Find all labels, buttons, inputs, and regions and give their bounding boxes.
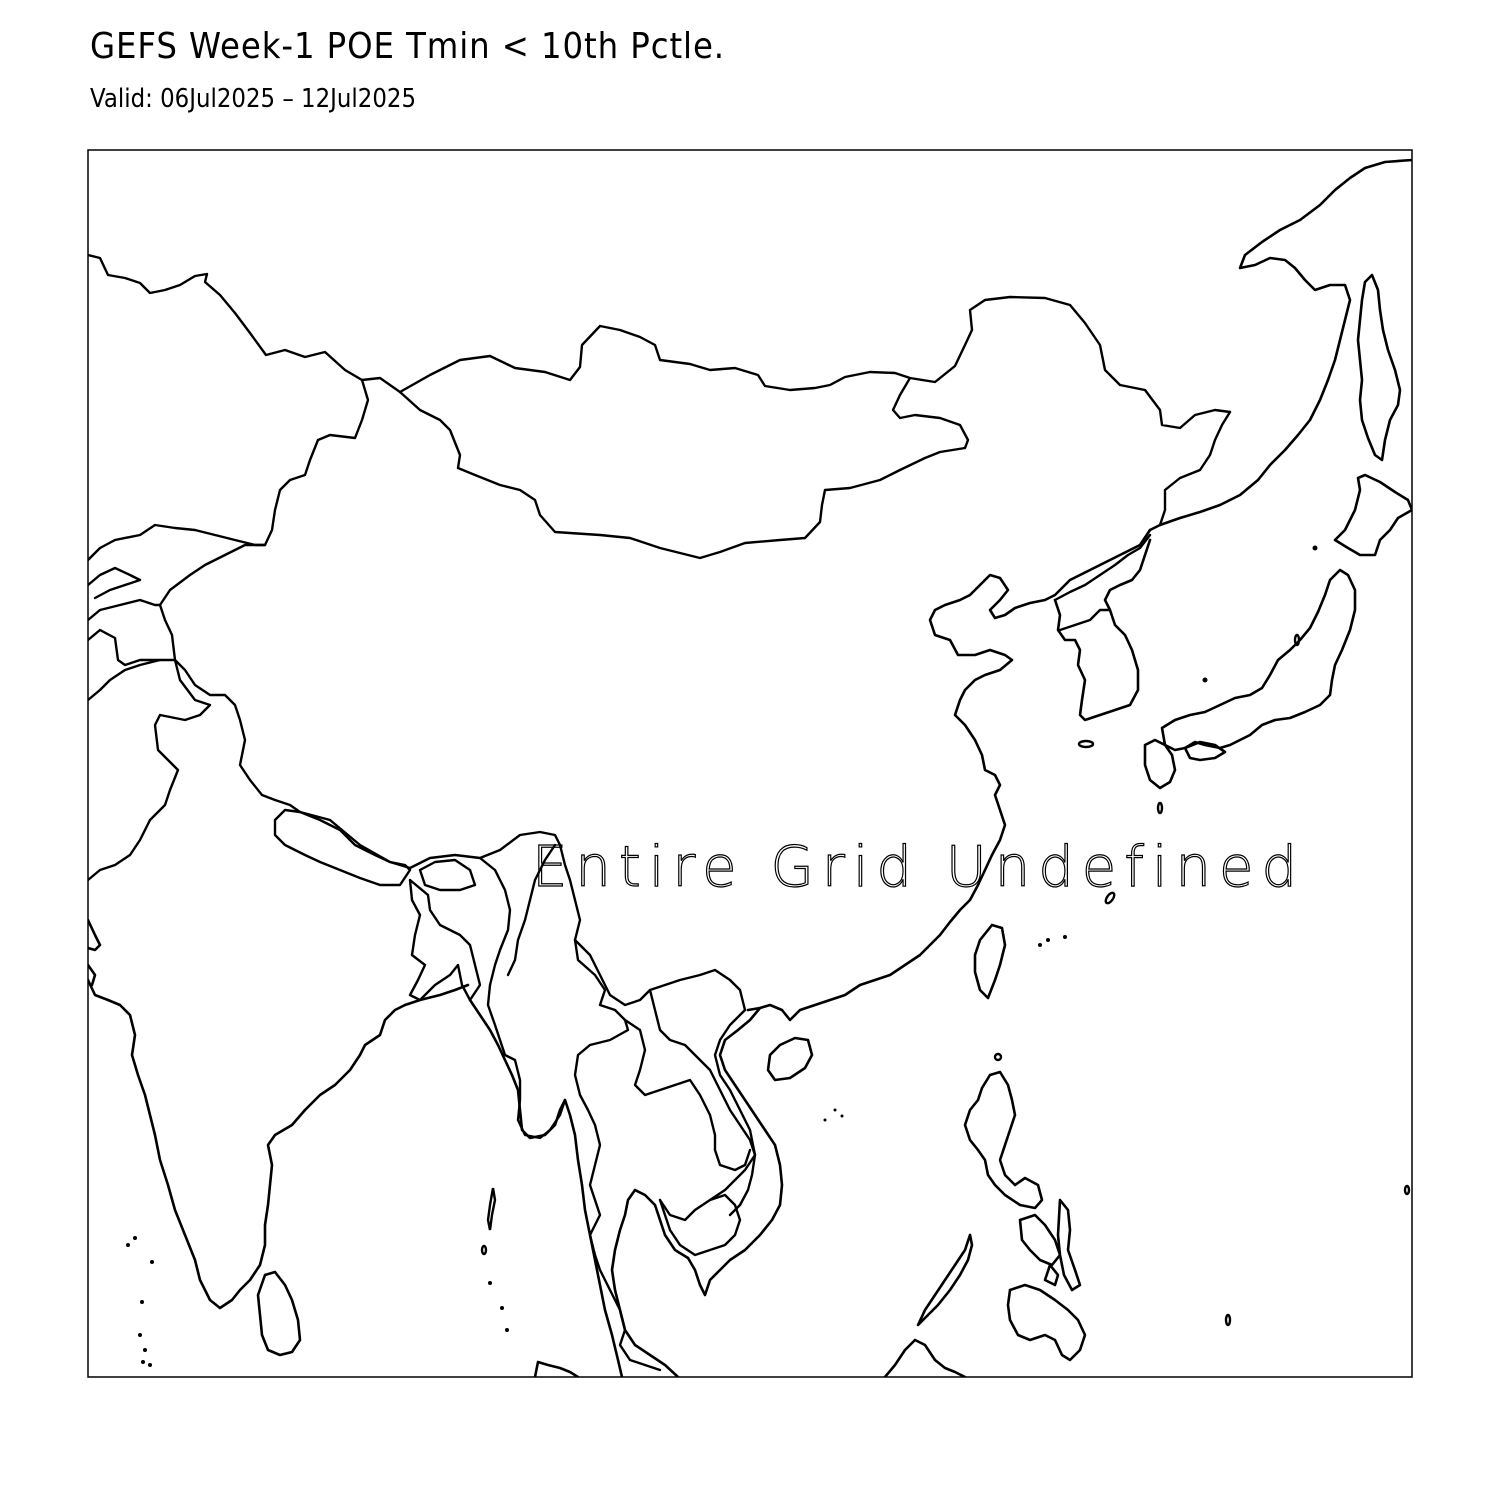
- borneo-north-coast: [885, 1340, 965, 1377]
- india-china-west-border: [175, 660, 300, 812]
- small-island: [995, 1054, 1001, 1060]
- bangladesh-border: [410, 880, 480, 1000]
- pakistan-coast: [88, 920, 100, 985]
- ryukyu-dot: [1063, 935, 1067, 939]
- india-coastline: [88, 980, 468, 1308]
- maldives-dot: [148, 1363, 152, 1367]
- japan-small-island: [1313, 546, 1318, 551]
- hainan-island: [768, 1038, 812, 1080]
- maldives-dot: [140, 1300, 144, 1304]
- philippines-visayas: [1020, 1200, 1080, 1290]
- japan-small-island: [1203, 678, 1208, 683]
- paracel-dot: [841, 1115, 844, 1118]
- nicobar-island: [482, 1246, 486, 1254]
- china-russia-ne-border: [1150, 412, 1230, 530]
- philippines-palawan: [918, 1235, 972, 1325]
- china-west-border: [160, 380, 368, 660]
- japan-hokkaido: [1335, 475, 1412, 555]
- ryukyu-island: [1158, 803, 1162, 813]
- philippines-luzon: [965, 1072, 1042, 1208]
- ryukyu-dot: [1046, 938, 1050, 942]
- jeju-island: [1079, 741, 1093, 747]
- sakhalin-island: [1358, 275, 1400, 460]
- central-asia-borders: [88, 525, 265, 665]
- russia-mongolia-border: [400, 297, 1230, 428]
- map-geography: [88, 160, 1412, 1377]
- thailand-laos-border: [575, 940, 755, 1370]
- sumatra-tip: [535, 1362, 578, 1377]
- vietnam-border: [715, 1010, 755, 1215]
- maldives-dot: [143, 1348, 147, 1352]
- paracel-dot: [824, 1119, 827, 1122]
- maldives-dot: [138, 1333, 142, 1337]
- china-coastline: [748, 530, 1150, 1020]
- lakshadweep-dot: [133, 1236, 137, 1240]
- lakshadweep-dot: [150, 1260, 154, 1264]
- russia-kazakhstan-border: [88, 255, 400, 392]
- ryukyu-dot: [1038, 943, 1042, 947]
- philippines-mindanao: [1008, 1285, 1085, 1360]
- japan-honshu: [1162, 570, 1355, 750]
- mongolia-china-border: [400, 378, 968, 558]
- lakshadweep-dot: [126, 1243, 130, 1247]
- map-frame: [88, 150, 1412, 1377]
- map-title: GEFS Week-1 POE Tmin < 10th Pctle.: [90, 26, 725, 67]
- nicobar-dot: [500, 1306, 504, 1310]
- andaman-islands: [488, 1188, 495, 1230]
- map-valid-dates: Valid: 06Jul2025 – 12Jul2025: [90, 84, 416, 114]
- korea-coastline: [1055, 540, 1150, 720]
- bhutan-border: [420, 860, 475, 890]
- sri-lanka-island: [258, 1272, 300, 1355]
- nicobar-dot: [488, 1281, 492, 1285]
- paracel-dot: [834, 1109, 837, 1112]
- maldives-dot: [141, 1360, 145, 1364]
- pacific-island: [1226, 1315, 1230, 1325]
- nepal-border: [275, 810, 410, 885]
- undefined-grid-message: Entire Grid Undefined: [532, 835, 1306, 900]
- pacific-island: [1405, 1186, 1409, 1194]
- pakistan-india-border: [88, 660, 210, 880]
- nicobar-dot: [505, 1328, 509, 1332]
- taiwan-island: [975, 925, 1005, 998]
